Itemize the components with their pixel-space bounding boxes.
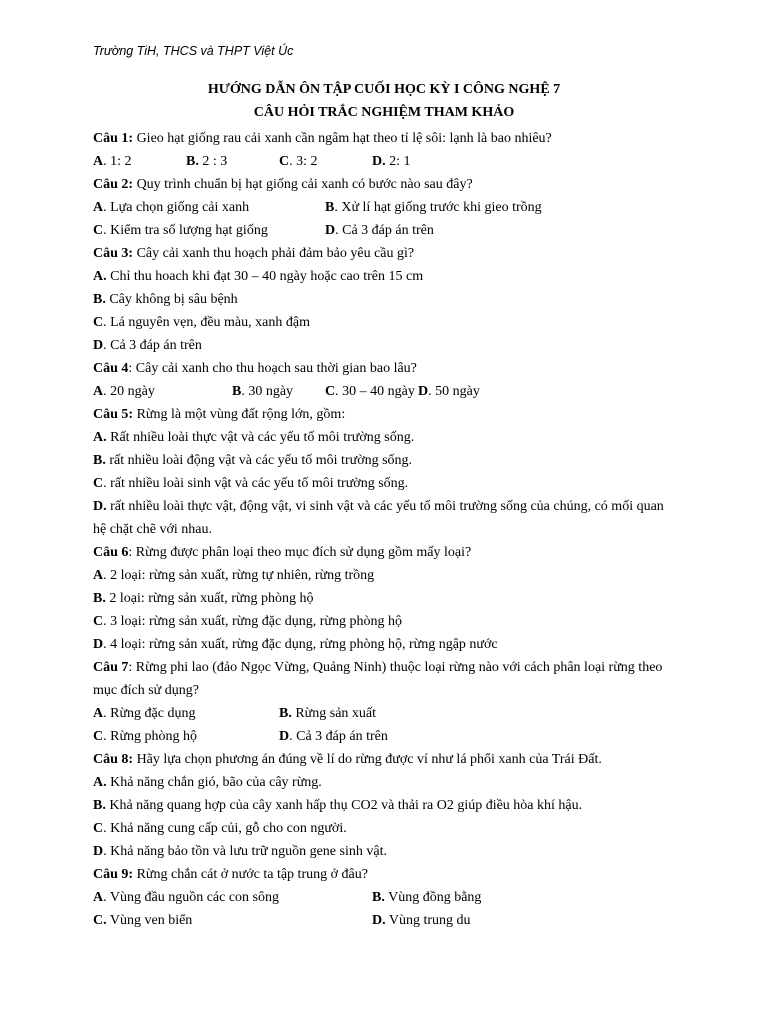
option-a <box>93 564 675 587</box>
option-key: B <box>325 200 335 215</box>
question-number: Câu 6 <box>93 545 129 560</box>
option-key: A <box>93 706 104 721</box>
option-key: A <box>93 200 104 215</box>
option-c <box>93 909 372 932</box>
option-key: C <box>93 821 104 836</box>
option-text: Cây không bị sâu bệnh <box>105 292 238 307</box>
option-key: C <box>93 476 104 491</box>
option-key: B. <box>93 453 106 468</box>
option-d <box>418 380 480 403</box>
option-key: A <box>93 384 104 399</box>
question-text: : Rừng phi lao (đảo Ngọc Vừng, Quảng Ninh) thuộc loại rừng nào với cách phân loại rừng theo mục đích sử dụng? <box>93 660 663 698</box>
option-a <box>93 702 279 725</box>
option-text: Rất nhiều loài thực vật và các yếu tố môi trường sống. <box>106 430 415 445</box>
question-2 <box>93 173 675 196</box>
option-d <box>93 633 675 656</box>
option-b <box>372 886 651 909</box>
option-c <box>325 380 418 403</box>
question-number: Câu 7 <box>93 660 129 675</box>
question-text: Cây cải xanh thu hoạch phải đảm bảo yêu cầu gì? <box>133 246 415 261</box>
option-b <box>93 288 675 311</box>
option-text: 2 : 3 <box>198 154 228 169</box>
options-4 <box>93 380 675 403</box>
option-b <box>93 794 675 817</box>
option-key: D. <box>93 499 107 514</box>
option-key: C <box>93 315 104 330</box>
option-c <box>279 150 372 173</box>
option-a <box>93 196 325 219</box>
options-9-row-1 <box>93 886 675 909</box>
option-key: D <box>93 338 104 353</box>
option-text: . 1: 2 <box>103 154 132 169</box>
question-text: Gieo hạt giống rau cải xanh cần ngâm hạt theo tỉ lệ sôi: lạnh là bao nhiêu? <box>133 131 552 146</box>
option-key: B. <box>279 706 292 721</box>
option-c <box>93 311 675 334</box>
option-a <box>93 150 186 173</box>
option-key: B. <box>93 591 106 606</box>
option-text: . Cả 3 đáp án trên <box>289 729 388 744</box>
option-text: 2 loại: rừng sản xuất, rừng phòng hộ <box>105 591 314 606</box>
option-text: . Cả 3 đáp án trên <box>103 338 202 353</box>
option-text: . 4 loại: rừng sản xuất, rừng đặc dụng, rừng phòng hộ, rừng ngập nước <box>103 637 498 652</box>
question-5 <box>93 403 675 426</box>
option-d <box>93 495 675 541</box>
question-number: Câu 4 <box>93 361 129 376</box>
option-text: . 3 loại: rừng sản xuất, rừng đặc dụng, rừng phòng hộ <box>103 614 402 629</box>
options-9-row-2 <box>93 909 675 932</box>
option-b <box>325 196 557 219</box>
options-7-row-2 <box>93 725 675 748</box>
option-c <box>93 725 279 748</box>
option-key: C. <box>93 913 107 928</box>
option-key: D. <box>372 913 386 928</box>
option-key: C <box>93 729 104 744</box>
school-name: Trường TiH, THCS và THPT Việt Úc <box>93 44 294 58</box>
option-text: . 2 loại: rừng sản xuất, rừng tự nhiên, rừng trồng <box>103 568 375 583</box>
option-text: Khả năng chắn gió, bão của cây rừng. <box>106 775 322 790</box>
option-d <box>325 219 557 242</box>
option-text: Rừng sản xuất <box>291 706 377 721</box>
question-1 <box>93 127 675 150</box>
option-d <box>93 840 675 863</box>
question-text: Rừng là một vùng đất rộng lớn, gồm: <box>133 407 346 422</box>
option-key: B. <box>186 154 199 169</box>
question-number: Câu 5: <box>93 407 134 422</box>
question-number: Câu 3: <box>93 246 134 261</box>
question-number: Câu 8: <box>93 752 134 767</box>
options-7-row-1 <box>93 702 675 725</box>
option-text: . Lựa chọn giống cải xanh <box>103 200 250 215</box>
question-7 <box>93 656 675 702</box>
option-text: Khả năng quang hợp của cây xanh hấp thụ CO2 và thải ra O2 giúp điều hòa khí hậu. <box>105 798 583 813</box>
option-text: rất nhiều loài động vật và các yếu tố môi trường sống. <box>105 453 413 468</box>
option-d <box>372 150 465 173</box>
option-key: D. <box>372 154 386 169</box>
option-key: D <box>93 637 104 652</box>
question-text: Hãy lựa chọn phương án đúng về lí do rừng được ví như lá phổi xanh của Trái Đất. <box>133 752 602 767</box>
question-text: : Cây cải xanh cho thu hoạch sau thời gian bao lâu? <box>128 361 417 376</box>
option-d <box>372 909 651 932</box>
question-4 <box>93 357 675 380</box>
option-a <box>93 380 232 403</box>
option-text: Vùng trung du <box>385 913 471 928</box>
question-number: Câu 9: <box>93 867 134 882</box>
option-text: . rất nhiều loài sinh vật và các yếu tố môi trường sống. <box>103 476 409 491</box>
option-b <box>93 587 675 610</box>
question-list <box>93 127 675 932</box>
option-key: D <box>418 384 429 399</box>
option-text: . Cả 3 đáp án trên <box>335 223 434 238</box>
option-text: . Lá nguyên vẹn, đều màu, xanh đậm <box>103 315 310 330</box>
option-text: . Xử lí hạt giống trước khi gieo trồng <box>334 200 542 215</box>
option-key: B. <box>372 890 385 905</box>
question-number: Câu 2: <box>93 177 134 192</box>
option-a <box>93 265 675 288</box>
option-text: . 3: 2 <box>289 154 318 169</box>
option-key: C <box>93 614 104 629</box>
question-9 <box>93 863 675 886</box>
option-key: C <box>279 154 290 169</box>
option-text: . 20 ngày <box>103 384 155 399</box>
option-key: D <box>325 223 336 238</box>
option-key: A. <box>93 775 107 790</box>
option-key: C <box>93 223 104 238</box>
options-1 <box>93 150 675 173</box>
option-text: . Vùng đầu nguồn các con sông <box>103 890 279 905</box>
option-d <box>93 334 675 357</box>
option-key: D <box>93 844 104 859</box>
option-text: Chỉ thu hoach khi đạt 30 – 40 ngày hoặc cao trên 15 cm <box>106 269 424 284</box>
option-text: . 30 – 40 ngày <box>335 384 415 399</box>
option-text: . 50 ngày <box>428 384 480 399</box>
option-key: B. <box>93 798 106 813</box>
option-key: D <box>279 729 290 744</box>
option-c <box>93 219 325 242</box>
option-text: . Rừng phòng hộ <box>103 729 198 744</box>
option-b <box>232 380 325 403</box>
options-2-row-2 <box>93 219 675 242</box>
option-text: 2: 1 <box>385 154 411 169</box>
option-text: Vùng ven biển <box>106 913 193 928</box>
question-text: Rừng chắn cát ở nước ta tập trung ở đâu? <box>133 867 368 882</box>
option-a <box>93 426 675 449</box>
option-text: . 30 ngày <box>241 384 294 399</box>
option-key: B. <box>93 292 106 307</box>
option-text: . Khả năng bảo tồn và lưu trữ nguồn gene sinh vật. <box>103 844 387 859</box>
question-text: : Rừng được phân loại theo mục đích sử dụng gồm mấy loại? <box>128 545 472 560</box>
option-c <box>93 472 675 495</box>
option-d <box>279 725 465 748</box>
document-title: HƯỚNG DẪN ÔN TẬP CUỐI HỌC KỲ I CÔNG NGHỆ 7 <box>207 82 561 97</box>
option-text: rất nhiều loài thực vật, động vật, vi sinh vật và các yếu tố môi trường sống của chúng, có mối quan hệ chặt chẽ với nhau. <box>93 499 664 537</box>
option-key: B <box>232 384 242 399</box>
option-b <box>279 702 465 725</box>
option-c <box>93 610 675 633</box>
option-key: A. <box>93 430 107 445</box>
option-b <box>93 449 675 472</box>
question-number: Câu 1: <box>93 131 134 146</box>
option-text: Vùng đồng bằng <box>384 890 482 905</box>
document-subtitle: CÂU HỎI TRẮC NGHIỆM THAM KHẢO <box>253 105 515 120</box>
option-text: . Rừng đặc dụng <box>103 706 196 721</box>
option-key: A <box>93 568 104 583</box>
options-2-row-1 <box>93 196 675 219</box>
question-6 <box>93 541 675 564</box>
option-a <box>93 771 675 794</box>
option-key: A <box>93 154 104 169</box>
option-key: A. <box>93 269 107 284</box>
question-text: Quy trình chuẩn bị hạt giống cải xanh có bước nào sau đây? <box>133 177 473 192</box>
option-b <box>186 150 279 173</box>
question-8 <box>93 748 675 771</box>
option-a <box>93 886 372 909</box>
option-text: . Khả năng cung cấp củi, gỗ cho con người. <box>103 821 347 836</box>
option-key: A <box>93 890 104 905</box>
option-c <box>93 817 675 840</box>
option-text: . Kiểm tra số lượng hạt giống <box>103 223 268 238</box>
question-3 <box>93 242 675 265</box>
option-key: C <box>325 384 336 399</box>
